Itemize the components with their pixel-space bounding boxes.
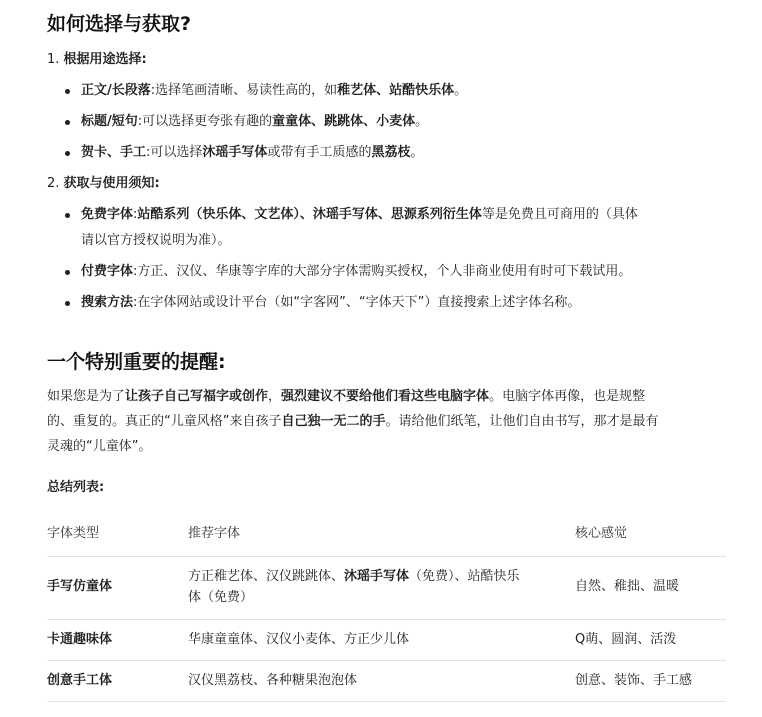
bullet-bold-text: 黑荔枝 [371,145,411,160]
bullet-icon [65,89,70,94]
bullet-text: 选择笔画清晰、易读性高的，如 [155,83,338,98]
list-number: 2. [47,176,60,191]
paragraph-bold-text: 强烈建议不要给他们看这些电脑字体 [281,389,490,404]
bullet-item-paid-fonts [81,262,631,282]
table-divider [47,701,726,702]
bullet-icon [65,270,70,275]
table-cell-fonts: 华康童童体、汉仪小麦体、方正少儿体 [188,632,410,647]
separator: : [137,114,143,129]
bullet-label: 付费字体 [81,264,134,279]
table-divider [47,556,726,557]
separator: : [146,145,151,160]
list-number: 1. [47,52,60,67]
bullet-text: 或带有手工质感的 [267,145,372,160]
bullet-bold-text: 沐瑶手写体 [202,145,268,160]
table-cell-type: 卡通趣味体 [47,632,113,647]
table-header-fonts: 推荐字体 [188,526,241,541]
bullet-text: 。 [415,114,429,129]
bullet-text: 可以选择 [150,145,203,160]
bullet-item-body-text [81,81,467,101]
summary-title: 总结列表: [47,480,105,495]
paragraph-text: 如果您是为了 [47,389,126,404]
table-cell-fonts: 汉仪黑荔枝、各种糖果泡泡体 [188,673,358,688]
bullet-text: 。 [410,145,424,160]
table-cell-feel: Q萌、圆润、活泼 [575,632,677,647]
list-item-get-and-use [47,174,160,194]
section-heading-how-to-choose: 如何选择与获取? [47,13,192,35]
list-item-choose-by-use [47,50,147,70]
bullet-bold-text: 童童体、跳跳体、小麦体 [272,114,416,129]
paragraph-text: 灵魂的“儿童体”。 [47,439,152,454]
separator: : [133,207,138,222]
bullet-item-free-fonts [81,205,638,225]
bullet-bold-text: 稚艺体、站酷快乐体 [337,83,455,98]
cell-bold-text: 沐瑶手写体 [344,569,410,584]
paragraph-text: 。请给他们纸笔，让他们自由书写，那才是最有 [385,414,659,429]
paragraph-bold-text: 让孩子自己写福字或创作 [125,389,269,404]
paragraph-text: 的、重复的。真正的“儿童风格”来自孩子 [47,414,282,429]
bullet-icon [65,213,70,218]
bullet-label: 搜索方法 [81,295,134,310]
bullet-text: 等是免费且可商用的（具体 [481,207,638,222]
separator: : [133,295,138,310]
list-title: 获取与使用须知: [63,176,160,191]
separator: : [133,264,138,279]
bullet-label: 贺卡、手工 [81,145,147,160]
list-title: 根据用途选择: [63,52,147,67]
table-cell-type: 手写仿童体 [47,579,113,594]
bullet-icon [65,120,70,125]
cell-text: 方正稚艺体、汉仪跳跳体、 [188,569,345,584]
table-cell-type: 创意手工体 [47,673,113,688]
table-cell-fonts [188,567,520,587]
bullet-text: 在字体网站或设计平台（如“字客网”、“字体天下”）直接搜索上述字体名称。 [137,295,581,310]
bullet-icon [65,151,70,156]
paragraph-bold-text: 自己独一无二的手 [281,414,386,429]
bullet-text: 。 [454,83,468,98]
bullet-item-search-method [81,293,580,313]
bullet-bold-text: 站酷系列（快乐体、文艺体）、沐瑶手写体、思源系列衍生体 [137,207,482,222]
section-heading-reminder: 一个特别重要的提醒: [47,351,226,373]
table-cell-fonts-line2: 体（免费） [188,590,254,605]
table-cell-feel: 自然、稚拙、温暖 [575,579,680,594]
bullet-text: 方正、汉仪、华康等字库的大部分字体需购买授权，个人非商业使用有时可下载试用。 [137,264,632,279]
reminder-paragraph [47,384,732,459]
table-divider [47,660,726,661]
table-cell-feel: 创意、装饰、手工感 [575,673,693,688]
table-divider [47,619,726,620]
bullet-icon [65,301,70,306]
bullet-item-card-craft [81,143,423,163]
separator: : [150,83,156,98]
bullet-text: 可以选择更夸张有趣的 [142,114,273,129]
bullet-label: 正文/长段落 [81,83,151,98]
table-header-feel: 核心感觉 [575,526,628,541]
cell-text: （免费）、站酷快乐 [409,569,520,584]
table-header-type: 字体类型 [47,526,100,541]
bullet-item-free-fonts-line2: 请以官方授权说明为准）。 [81,233,231,248]
paragraph-text: 。电脑字体再像，也是规整 [489,389,646,404]
paragraph-text: ， [268,389,282,404]
bullet-label: 免费字体 [81,207,134,222]
bullet-label: 标题/短句 [81,114,138,129]
bullet-item-headline [81,112,428,132]
